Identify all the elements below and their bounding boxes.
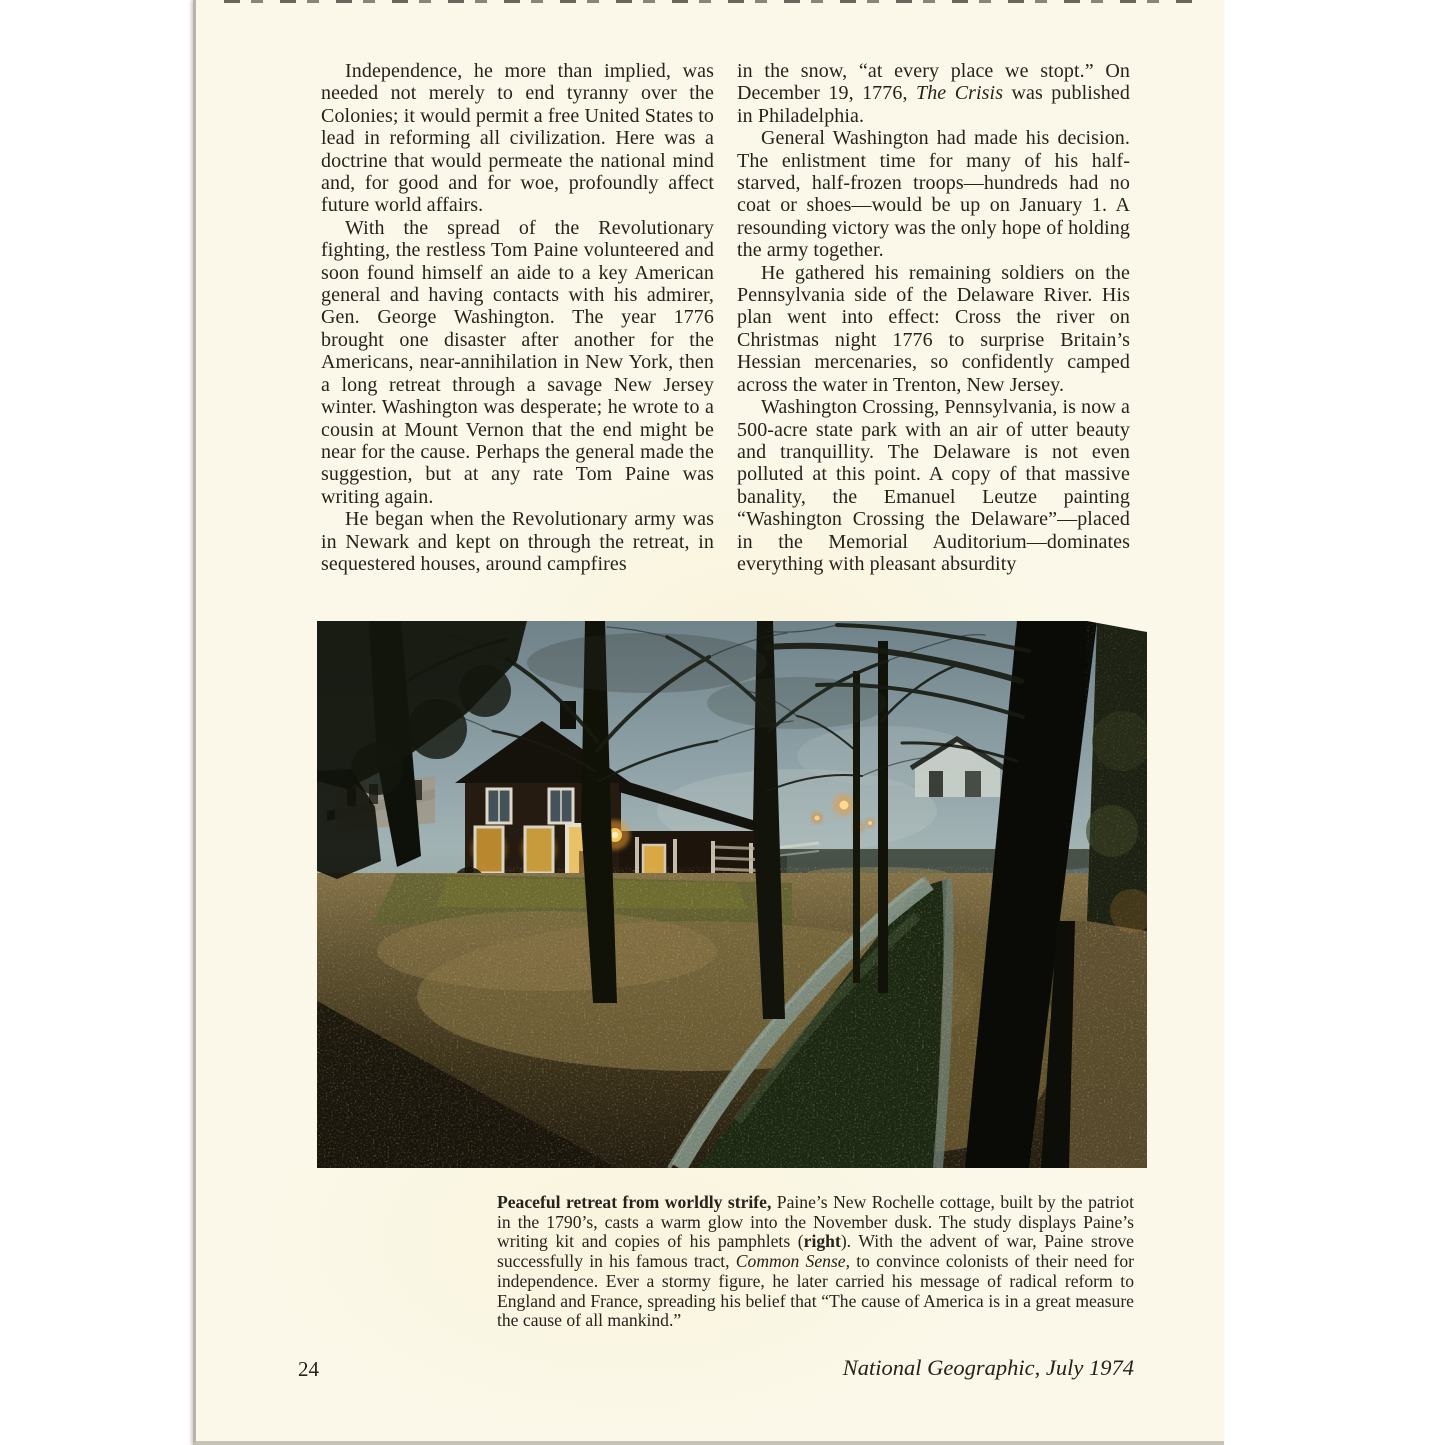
caption-tract-italic: Common Sense, [735, 1251, 851, 1272]
paragraph-spread-of-fighting: With the spread of the Revolutionary fighting, the restless Tom Paine volunteered and soon found himself an aide to a key American general and having contacts with his admirer, Gen. George Washington. The year 1776 brought one disaster after another for the Americans, near-annihilation in New York, then a long retreat through a savage New Jersey winter. Washington was desperate; he wrote to a cousin at Mount Vernon that the end might be near for the cause. Perhaps the general made the suggestion, but at any rate Tom Paine was writing again. [321, 216, 714, 508]
page-number: 24 [298, 1357, 319, 1381]
magazine-credit: National Geographic, July 1974 [842, 1355, 1134, 1380]
cottage-dusk-photo-art [317, 621, 1147, 1168]
magazine-page [193, 0, 1224, 1445]
paragraph-he-began: He began when the Revolutionary army was in Newark and kept on through the retreat, in sequestered houses, around campfires [321, 508, 714, 575]
caption-text: Paine’s New Rochelle cottage, built by the patriot in the 1790’s, casts a warm glow into the November dusk. The study displays Paine’s writing kit and copies of his pamphlets ( [497, 1192, 1134, 1252]
photo-caption [497, 1193, 1134, 1331]
paragraph-in-the-snow [737, 60, 1130, 127]
article-column-left [321, 60, 714, 575]
caption-lead-bold: Peaceful retreat from worldly strife, [497, 1192, 772, 1212]
page-top-edge [224, 0, 1202, 3]
crisis-title-italic: The Crisis [915, 82, 1004, 105]
text-run: in the snow, “at every place we stopt.” On December 19, 1776, [737, 60, 1130, 105]
cottage-dusk-photo [317, 621, 1147, 1168]
paragraph-gathered-soldiers: He gathered his remaining soldiers on the Pennsylvania side of the Delaware River. His plan went into effect: Cross the river on Christmas night 1776 to surprise Britain’s Hessian mercenaries, so confidently camped across the water in Trenton, New Jersey. [737, 261, 1130, 396]
caption-text: ). With the advent of war, Paine strove successfully in his famous tract, [497, 1231, 1134, 1272]
paragraph-washington-crossing: Washington Crossing, Pennsylvania, is now a 500-acre state park with an air of utter beauty and tranquillity. The Delaware is not even polluted at this point. A copy of that massive banality, the Emanuel Leutze painting “Washington Crossing the Delaware”—placed in the Memorial Auditorium—dominates everything with pleasant absurdity [737, 396, 1130, 575]
article-column-right [737, 60, 1130, 575]
caption-right-bold: right [803, 1231, 841, 1252]
paragraph-independence: Independence, he more than implied, was needed not merely to end tyranny over the Colonies; it would permit a free United States to lead in reforming all civilization. Here was a doctrine that would permeate the national mind and, for good and for woe, profoundly affect future world affairs. [321, 60, 714, 217]
paragraph-washington-decision: General Washington had made his decision. The enlistment time for many of his half-starved, half-frozen troops—hundreds had no coat or shoes—would be up on January 1. A resounding victory was the only hope of holding the army together. [737, 127, 1130, 262]
text-run: was published in Philadelphia. [737, 82, 1130, 127]
caption-text: to convince colonists of their need for independence. Ever a stormy figure, he later carried his message of radical reform to England and France, spreading his belief that “The cause of America is in a great measure the cause of all mankind.” [497, 1251, 1134, 1331]
